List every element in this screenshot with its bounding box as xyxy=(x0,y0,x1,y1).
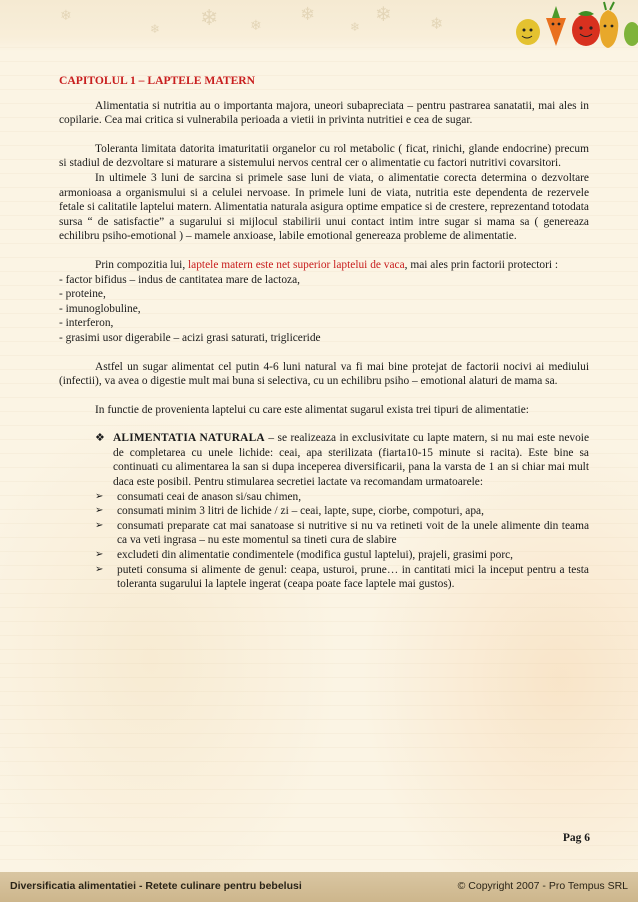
paragraph-protection: Astfel un sugar alimentat cel putin 4-6 luni natural va fi mai bine protejat de factorii nocivi ai mediului (infectii), va avea o digestie mult mai buna si selectiva, cu un echilibru psiho – emotional alaturi de mama sa. xyxy=(59,360,589,388)
arrow-bullet-icon: ➢ xyxy=(95,490,104,502)
snowflake-icon: ❄ xyxy=(300,4,316,25)
composition-highlight: laptele matern este net superior laptelui de vaca xyxy=(188,258,405,271)
paragraph-composition xyxy=(59,258,589,273)
footer-copyright: © Copyright 2007 - Pro Tempus SRL xyxy=(457,880,628,892)
list-item: - factor bifidus – indus de cantitatea mare de lactoza, xyxy=(59,273,300,286)
list-item: - interferon, xyxy=(59,317,114,330)
vegetables-illustration xyxy=(508,0,638,52)
list-item: - grasimi usor digerabile – acizi grasi saturati, trigliceride xyxy=(59,331,321,344)
paragraph-pregnancy: In ultimele 3 luni de sarcina si primele sase luni de viata, o alimentatie corecta determina o dezvoltare armonioasa a organismului si a celulei nervoase. In primele luni de viata, nutritia este dependenta de rezervele fetale si calitatile laptelui matern. Alimentatia naturala asigura optime empatice si de crestere, reprezentand totodata sursa “ de satisfactie” a sugarului si mijlocul stabilirii unui contact intim intre sugar si mama sa ( genereaza echilibru psiho-emotional ) – mamele anxioase, labile emotional genereaza probleme de alimentatie. xyxy=(59,171,589,243)
diamond-bullet-icon: ❖ xyxy=(95,431,105,445)
list-item: - proteine, xyxy=(59,288,106,301)
list-item: ➢ excludeti din alimentatie condimentele (modifica gustul laptelui), prajeli, grasimi porc, xyxy=(95,549,514,562)
list-item: ➢ consumati minim 3 litri de lichide / zi – ceai, lapte, supe, ciorbe, compoturi, apa, xyxy=(95,505,484,518)
footer-bar xyxy=(0,872,638,902)
snowflake-icon: ❄ xyxy=(200,6,219,31)
natural-feeding-title: ALIMENTATIA NATURALA xyxy=(113,432,265,445)
list-item: ➢ consumati preparate cat mai sanatoase si nutritive si nu va retineti voit de la unele alimente din teama ca va veti ingrasa – nu este momentul sa tineti cura de slabire xyxy=(95,519,589,547)
snowflake-icon: ❄ xyxy=(60,8,72,24)
arrow-bullet-icon: ➢ xyxy=(95,563,104,575)
composition-text-end: , mai ales prin factorii protectori : xyxy=(404,258,559,271)
arrow-bullet-icon: ➢ xyxy=(95,549,104,561)
paragraph-types: In functie de provenienta laptelui cu care este alimentat sugarul exista trei tipuri de alimentatie: xyxy=(95,403,529,416)
arrow-bullet-icon: ➢ xyxy=(95,519,104,531)
composition-text-start: Prin compozitia lui, xyxy=(95,258,189,271)
natural-feeding-text: – se realizeaza in exclusivitate cu lapte matern, si nu mai este nevoie de completarea cu unele lichide: ceai, apa sterilizata (fiarta10-15 minute si racita). Este bine sa continuati cu alimentarea la san si dupa inceperea diversificarii, pana la varsta de 1 an si chiar mai mult daca este posibil. Pentru stimularea secretiei lactate va recomandam urmatoarele: xyxy=(113,432,589,489)
list-item: - imunoglobuline, xyxy=(59,302,141,315)
document-body xyxy=(59,74,589,592)
snowflake-icon: ❄ xyxy=(350,20,361,34)
chapter-title: CAPITOLUL 1 – LAPTELE MATERN xyxy=(59,74,256,87)
natural-feeding-section xyxy=(95,431,589,489)
list-item: ➢ consumati ceai de anason si/sau chimen, xyxy=(95,490,302,503)
paragraph-intro: Alimentatia si nutritia au o importanta majora, uneori subapreciata – pentru pastrarea sanatatii, mai ales in copilarie. Cea mai critica si vulnerabila perioada a vietii in privinta nutritiei e cea de sugar. xyxy=(59,99,589,127)
snowflake-icon: ❄ xyxy=(250,18,262,34)
paragraph-tolerance: Toleranta limitata datorita imaturitatii organelor cu rol metabolic ( ficat, rinichi, glande endocrine) precum si stadiul de dezvoltare si maturare a sistemului nervos central cer o alimentatie cu factori nutritivi covarsitori. xyxy=(59,142,589,170)
protective-factors-list xyxy=(59,273,589,346)
arrow-bullet-icon: ➢ xyxy=(95,505,104,517)
page-number: Pag 6 xyxy=(562,832,590,844)
header-band xyxy=(0,0,638,52)
list-item: ➢ puteti consuma si alimente de genul: ceapa, usturoi, prune… in cantitati mici la inceput pentru a testa toleranta sugarului la laptele ingerat (ceapa poate face laptele mai gustos). xyxy=(95,563,589,591)
recommendations-list xyxy=(95,490,589,592)
snowflake-icon: ❄ xyxy=(375,2,392,26)
footer-title: Diversificatia alimentatiei - Retete culinare pentru bebelusi xyxy=(10,880,302,892)
snowflake-icon: ❄ xyxy=(430,14,444,33)
snowflake-icon: ❄ xyxy=(150,22,161,36)
